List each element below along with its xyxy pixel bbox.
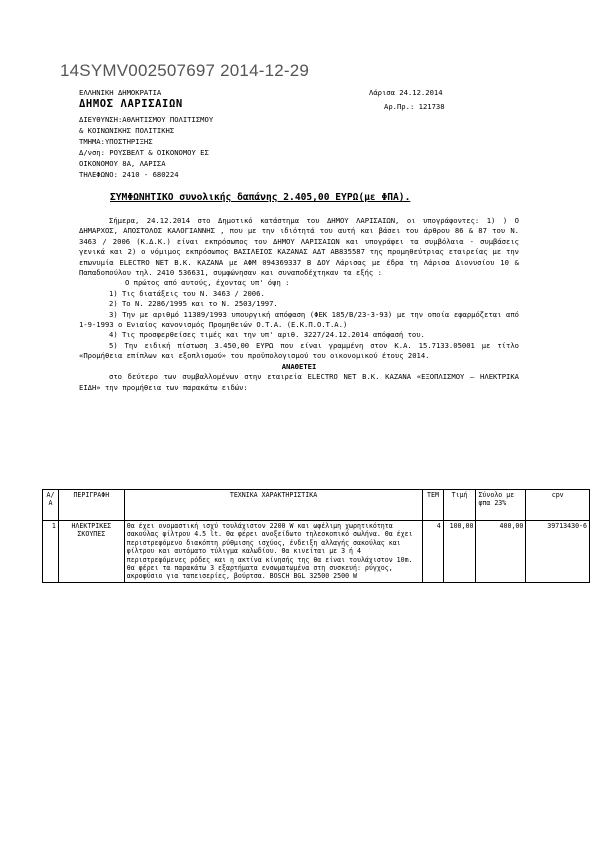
column-header: Τιμή [443,490,476,521]
condition-item: 1) Τις διατάξεις του Ν. 3463 / 2006. [109,288,265,298]
table-header-row [43,490,590,521]
row-total: 400,00 [476,521,526,583]
row-cpv: 39713430-6 [526,521,590,583]
table-row [43,521,590,583]
document-title: ΣΥΜΦΩΝΗΤΙΚΟ συνολικής δαπάνης 2.405,00 ΕΥΡΩ(με ΦΠΑ). [110,192,411,203]
directorate-line: ΔΙΕΥΘΥΝΣΗ:ΑΘΛΗΤΙΣΜΟΥ ΠΟΛΙΤΙΣΜΟΥ [79,115,214,124]
condition-item: 4) Τις προσφερθείσες τιμές και την υπ' αριθ. 3227/24.12.2014 απόφασή του. [109,330,425,340]
row-description: ΗΛΕΚΤΡΙΚΕΣ ΣΚΟΥΠΕΣ [58,521,124,583]
column-header: cpv [526,490,590,521]
document-stamp: 14SYMV002507697 2014-12-29 [60,61,310,80]
row-quantity: 4 [423,521,443,583]
row-price: 100,00 [443,521,476,583]
first-party-line: Ο πρώτος από αυτούς, έχοντας υπ' όψη : [125,278,290,288]
second-party-paragraph: στο δεύτερο των συμβαλλομένων στην εταιρεία ELECTRO NET Β.Κ. ΚΑΖΑΝΑ «ΕΞΟΠΛΙΣΜΟΥ – ΗΛΕΚΤΡΙΚΑ ΕΙΔΗ» την προμήθεια των παρακάτω ειδών: [79,372,519,392]
municipality-name: ΔΗΜΟΣ ΛΑΡΙΣΑΙΩΝ [79,98,183,110]
body-text [79,216,519,393]
column-header: ΤΕΜ [423,490,443,521]
directorate-line-2: & ΚΟΙΝΩΝΙΚΗΣ ΠΟΛΙΤΙΚΗΣ [79,126,175,135]
row-specs: Θα έχει ονομαστική ισχύ τουλάχιστον 2200 W και ωφέλιμη χωρητικότητα σακούλας φίλτρου 4.5 lt. Θα φέρει ανοξείδωτο τηλεσκοπικό σωλήνα. Θα έχει περιστρεφόμενο διακόπτη ρύθμισης ισχύος, ένδειξη αλλαγής σακούλας και φίλτρου και αυτόματο τύλιγμα καλωδίου. Θα κινείται με 3 ή 4 περιστρεφόμενες ρόδες και η ακτίνα κίνησής της θα είναι τουλάχιστον 10m. θα φέρει τα παρακάτω 3 εξαρτήματα ενσωματωμένα στη συσκευή: ρύγχος, ακροφύσιο για ταπεισερίες, βούρτσα. BOSCH BGL 32500 2500 W [124,521,423,583]
country-line: ΕΛΛΗΝΙΚΗ ΔΗΜΟΚΡΑΤΙΑ [79,88,162,97]
condition-item: 3) Την με αριθμό 11389/1993 υπουργική απόφαση (ΦΕΚ 185/Β/23-3-93) με την οποία εφαρμόζεται από 1-9-1993 ο Ενιαίος κανονισμός Προμηθειών Ο.Τ.Α. (Ε.Κ.Π.Ο.Τ.Α.) [79,309,519,330]
row-number: 1 [43,521,59,583]
assigns-heading: ΑΝΑΘΕΤΕΙ [281,361,317,371]
phone-line: ΤΗΛΕΦΩΝΟ: 2410 - 680224 [79,170,179,179]
column-header: ΤΕΧΝΙΚΑ ΧΑΡΑΚΤΗΡΙΣΤΙΚΑ [124,490,423,521]
column-header: Α/Α [43,490,59,521]
place-date: Λάρισα 24.12.2014 [369,88,443,97]
address-line: Δ/νση: ΡΟΥΣΒΕΛΤ & ΟΙΚΟΝΟΜΟΥ ΕΣ [79,148,209,157]
condition-item: 5) Την ειδική πίστωση 3.450,00 ΕΥΡΩ που είναι γραμμένη στον Κ.Α. 15.7133.05001 με τίτλο «Προμήθεια επίπλων και εξοπλισμού» του προϋπολογισμού του οικονομικού έτους 2014. [79,340,519,361]
department-line: ΤΜΗΜΑ:ΥΠΟΣΤΗΡΙΞΗΣ [79,137,153,146]
column-header: Σύνολο με φπα 23% [476,490,526,521]
address-line-2: ΟΙΚΟΝΟΜΟΥ 8Α, ΛΑΡΙΣΑ [79,159,166,168]
items-table [42,489,590,583]
condition-item: 2) Το Ν. 2286/1995 και το Ν. 2503/1997. [109,299,278,309]
intro-paragraph: Σήμερα, 24.12.2014 στο Δημοτικό κατάστημα του ΔΗΜΟΥ ΛΑΡΙΣΑΙΩΝ, οι υπογράφοντες: 1) ) Ο ΔΗΜΑΡΧΟΣ, ΑΠΟΣΤΟΛΟΣ ΚΑΛΟΓΙΑΝΝΗΣ , που με την ιδιότητά του αυτή και βάσει του άρθρου 86 & 87 του Ν. 3463 / 2006 (Κ.Δ.Κ.) είναι εκπρόσωπος του ΔΗΜΟΥ ΛΑΡΙΣΑΙΩΝ και υπογράφει τα συμβόλαια - συμβάσεις γενικά και 2) ο νόμιμος εκπρόσωπος ΒΑΣΙΛΕΙΟΣ ΚΑΖΑΝΑΣ ΑΔΤ ΑΒ835587 της προμηθεύτριας εταιρείας με την επωνυμία ELECTRO NET Β.Κ. ΚΑΖΑΝΑ με ΑΦΜ 094369337 Β ΔΟΥ Λάρισας με έδρα τη Λάρισα Διονυσίου 10 & Παπαδοπούλου τηλ. 2410 536631, συμφώνησαν και συναποδέχτηκαν τα εξής : [79,216,519,278]
protocol-number: Αρ.Πρ.: 121738 [384,102,445,111]
column-header: ΠΕΡΙΓΡΑΦΗ [58,490,124,521]
